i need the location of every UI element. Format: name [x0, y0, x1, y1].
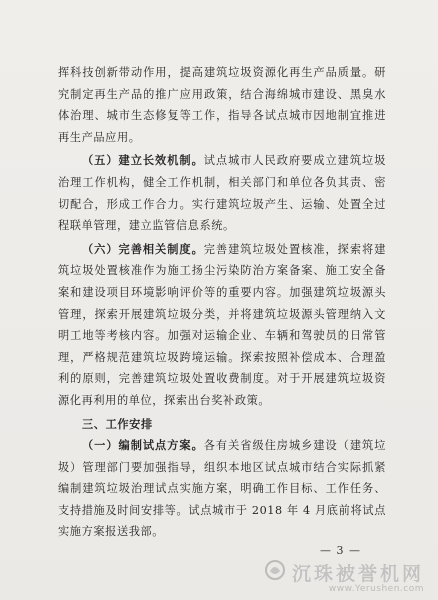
watermark	[292, 559, 424, 594]
paragraph-3	[58, 239, 386, 412]
paragraph-4-heading: （一）编制试点方案。	[82, 438, 204, 453]
paragraph-4	[58, 435, 386, 543]
paragraph-2	[58, 150, 386, 236]
watermark-name: 沉珠被誉机网	[291, 563, 424, 585]
paragraph-4-text: 各有关省级住房城乡建设（建筑垃圾）管理部门要加强指导，组织本地区试点城市结合实际抓紧编制建筑垃圾治理试点实施方案，明确工作目标、工作任务、支持措施及时间安排等。试点城市于 2018 年 4 月底前将试点实施方案报送我部。	[58, 439, 386, 539]
paragraph-3-heading: （六）完善相关制度。	[82, 241, 204, 256]
section-heading: 三、工作安排	[82, 416, 153, 431]
watermark-logo-icon	[264, 559, 286, 581]
paragraph-1-text: 挥科技创新带动作用，提高建筑垃圾资源化再生产品质量。研究制定再生产品的推广应用政策，结合海绵城市建设、黑臭水体治理、城市生态修复等工作，指导各试点城市因地制宜推进再生产品应用。	[58, 66, 386, 144]
paragraph-1	[58, 62, 386, 148]
paragraph-2-heading: （五）建立长效机制。	[82, 153, 204, 168]
watermark-url: www.Yerushen.com	[328, 584, 424, 594]
document-body	[58, 62, 386, 545]
page-number: — 3 —	[320, 544, 361, 557]
paragraph-3-text: 完善建筑垃圾处置核准，探索将建筑垃圾处置核准作为施工扬尘污染防治方案备案、施工安全备案和建设项目环境影响评价等的重要内容。加强建筑垃圾源头管理，探索开展建筑垃圾分类，并将建筑垃圾源头管理纳入文明工地等考核内容。加强对运输企业、车辆和驾驶员的日常管理，严格规范建筑垃圾跨境运输。探索按照补偿成本、合理盈利的原则，完善建筑垃圾处置收费制度。对于开展建筑垃圾资源化再利用的单位，探索出台奖补政策。	[58, 242, 386, 407]
paragraph-2-text: 试点城市人民政府要成立建筑垃圾治理工作机构，健全工作机制，相关部门和单位各负其责、密切配合，形成工作合力。实行建筑垃圾产生、运输、处置全过程联单管理，建立监管信息系统。	[58, 154, 386, 233]
